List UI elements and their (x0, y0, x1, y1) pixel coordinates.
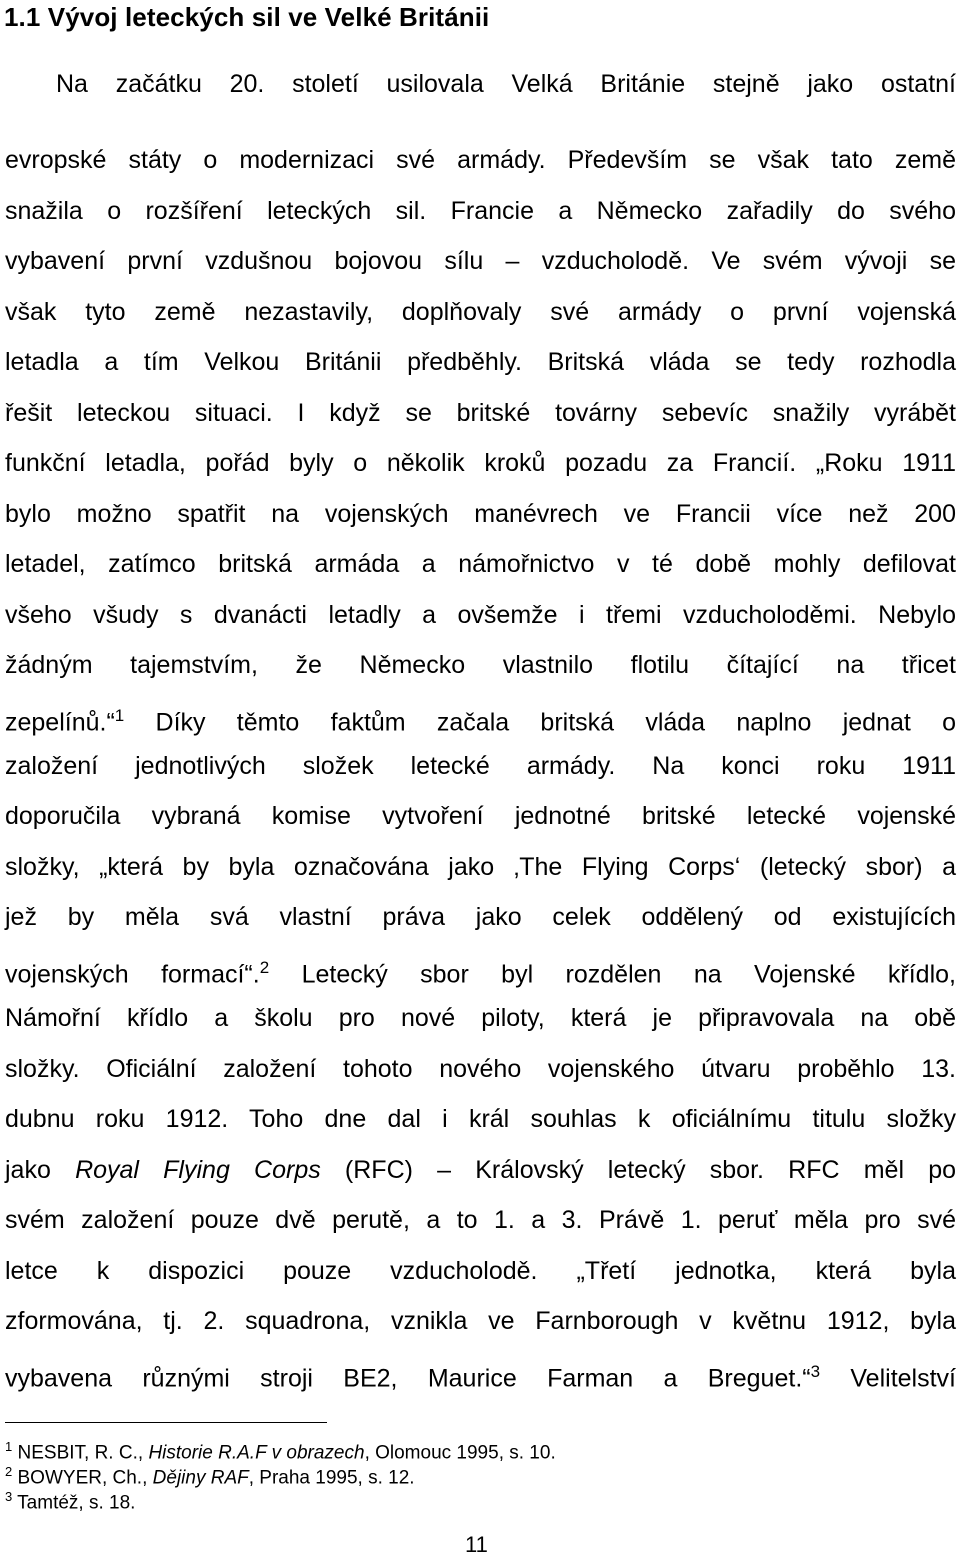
footnote-separator (5, 1422, 327, 1423)
page-number: 11 (465, 1532, 488, 1557)
paragraph-line: bylo možno spatřit na vojenských manévrech ve Francii více než 200 (5, 500, 956, 528)
line-text: Díky těmto faktům začala britská vláda naplno jednat o (124, 708, 956, 737)
line-text: vybavena různými stroji BE2, Maurice Farman a Breguet.“ (5, 1364, 811, 1393)
line-text: Letecký sbor byl rozdělen na Vojenské křídlo, (269, 960, 956, 989)
paragraph-line: jež by měla svá vlastní práva jako celek oddělený od existujících (5, 903, 956, 931)
footnote-text: BOWYER, Ch., (12, 1467, 153, 1489)
paragraph-line: funkční letadla, pořád byly o několik kroků pozadu za Francií. „Roku 1911 (5, 449, 956, 477)
footnote-ref-3[interactable]: 3 (810, 1362, 821, 1381)
paragraph-line: letadel, zatímco britská armáda a námořnictvo v té době mohly defilovat (5, 550, 956, 578)
paragraph-line: vybavení první vzdušnou bojovou sílu – vzducholodě. Ve svém vývoji se (5, 247, 956, 275)
italic-text: Royal Flying Corps (75, 1156, 321, 1184)
paragraph-line: evropské státy o modernizaci své armády. Především se však tato země (5, 146, 956, 174)
line-text: jako (5, 1156, 76, 1184)
paragraph-line: založení jednotlivých složek letecké armády. Na konci roku 1911 (5, 752, 956, 780)
paragraph-line: doporučila vybraná komise vytvoření jednotné britské letecké vojenské (5, 802, 956, 830)
paragraph-line: zformována, tj. 2. squadrona, vznikla ve Farnborough v květnu 1912, byla (5, 1307, 956, 1335)
paragraph-line: snažila o rozšíření leteckých sil. Francie a Německo zařadily do svého (5, 197, 956, 225)
paragraph-line (5, 1354, 956, 1393)
footnote-number: 2 (5, 1464, 13, 1479)
section-heading: 1.1 Vývoj leteckých sil ve Velké Británii (4, 2, 490, 32)
footnote-text: Tamtéž, s. 18. (12, 1492, 136, 1514)
footnote-text: , Praha 1995, s. 12. (248, 1467, 415, 1489)
line-text: (RFC) – Královský letecký sbor. RFC měl po (320, 1156, 957, 1184)
line-text: Velitelství (820, 1364, 956, 1393)
footnote-number: 1 (5, 1439, 13, 1454)
paragraph-line: složky, „která by byla označována jako ‚The Flying Corps‘ (letecký sbor) a (5, 853, 956, 881)
paragraph-line (5, 1152, 956, 1188)
line-text: zepelínů.“ (5, 708, 115, 737)
paragraph-line: Námořní křídlo a školu pro nové piloty, která je připravovala na obě (5, 1004, 956, 1032)
footnote-number: 3 (5, 1489, 13, 1504)
footnote (5, 1485, 135, 1515)
paragraph-line: žádným tajemstvím, že Německo vlastnilo flotilu čítající na třicet (5, 651, 956, 679)
footnote-ref-1[interactable]: 1 (114, 706, 125, 725)
footnote-ref-2[interactable]: 2 (259, 958, 270, 977)
paragraph-line: řešit leteckou situaci. I když se britské továrny sebevíc snažily vyrábět (5, 399, 956, 427)
paragraph-line: Na začátku 20. století usilovala Velká Británie stejně jako ostatní (56, 70, 956, 98)
paragraph-line: však tyto země nezastavily, doplňovaly své armády o první vojenská (5, 298, 956, 326)
paragraph-line: letadla a tím Velkou Británii předběhly. Britská vláda se tedy rozhodla (5, 348, 956, 376)
footnote-title: Historie R.A.F v obrazech (148, 1442, 365, 1464)
paragraph-line (5, 698, 956, 737)
footnote-text: , Olomouc 1995, s. 10. (364, 1442, 556, 1464)
paragraph-line: letce k dispozici pouze vzducholodě. „Třetí jednotka, která byla (5, 1257, 956, 1285)
paragraph-line: všeho všudy s dvanácti letadly a ovšemže i třemi vzducholoděmi. Nebylo (5, 601, 956, 629)
paragraph-line: složky. Oficiální založení tohoto nového vojenského útvaru proběhlo 13. (5, 1055, 956, 1083)
paragraph-line (5, 950, 956, 989)
paragraph-line: dubnu roku 1912. Toho dne dal i král souhlas k oficiálnímu titulu složky (5, 1105, 956, 1133)
footnote-text: NESBIT, R. C., (12, 1442, 149, 1464)
footnote-title: Dějiny RAF (152, 1467, 249, 1489)
paragraph-line: svém založení pouze dvě perutě, a to 1. a 3. Právě 1. peruť měla pro své (5, 1206, 956, 1234)
line-text: vojenských formací“. (5, 960, 260, 989)
